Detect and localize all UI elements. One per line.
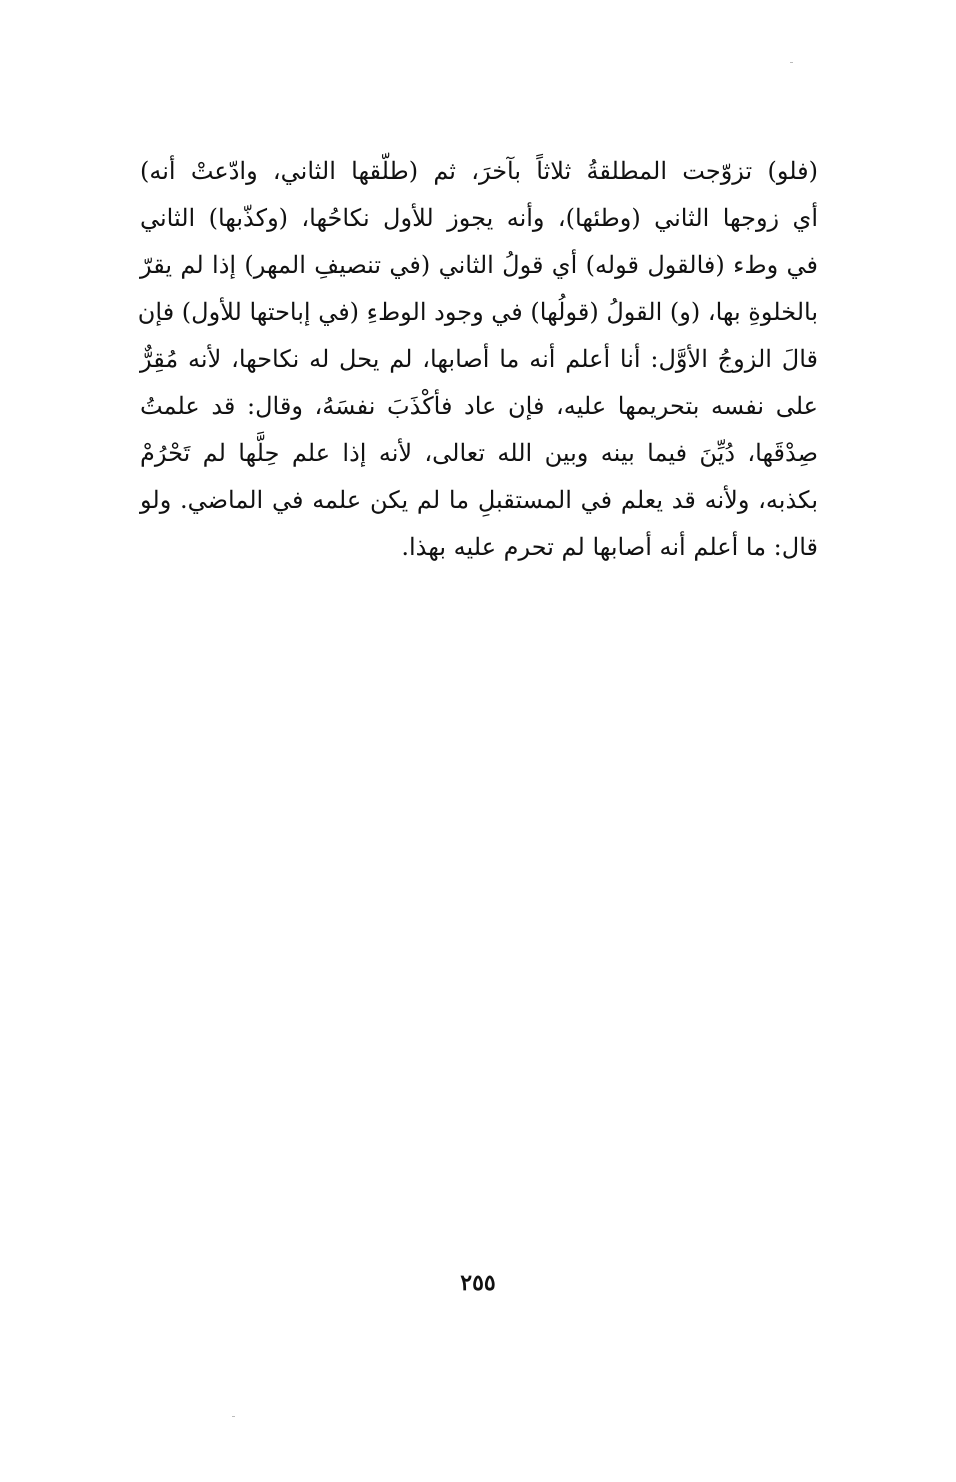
text-line: صِدْقَها، دُيِّنَ فيما بينه وبين الله تعالى، لأنه إذا علم حِلَّها لم تَحْرُمْ	[140, 439, 818, 467]
text-line: قال: ما أعلم أنه أصابها لم تحرم عليه بهذا.	[401, 533, 818, 561]
text-line: بالخلوةِ بها، (و) القولُ (قولُها) في وجود الوطءِ (في إباحتها للأول) فإن	[137, 298, 818, 326]
text-line: بكذبه، ولأنه قد يعلم في المستقبلِ ما لم يكن علمه في الماضي. ولو	[140, 486, 818, 514]
text-line: أي زوجها الثاني (وطئها)، وأنه يجوز للأول نكاحُها، (وكذّبها) الثاني	[140, 204, 818, 232]
text-line: على نفسه بتحريمها عليه، فإن عاد فأكْذَبَ نفسَهُ، وقال: قد علمتُ	[140, 392, 818, 420]
scan-speck	[790, 62, 793, 63]
page-number: ٢٥٥	[460, 1270, 496, 1296]
text-line: في وطء (فالقول قوله) أي قولُ الثاني (في تنصيفِ المهر) إذا لم يقرّ	[140, 251, 818, 279]
text-line: قالَ الزوجُ الأوَّل: أنا أعلم أنه ما أصابها، لم يحل له نكاحها، لأنه مُقِرٌّ	[140, 345, 818, 373]
body-text	[137, 148, 818, 571]
scan-speck	[232, 1416, 235, 1417]
text-line: (فلو) تزوّجت المطلقةُ ثلاثاً بآخرَ، ثم (طلّقها الثاني، وادّعتْ أنه)	[140, 157, 818, 185]
